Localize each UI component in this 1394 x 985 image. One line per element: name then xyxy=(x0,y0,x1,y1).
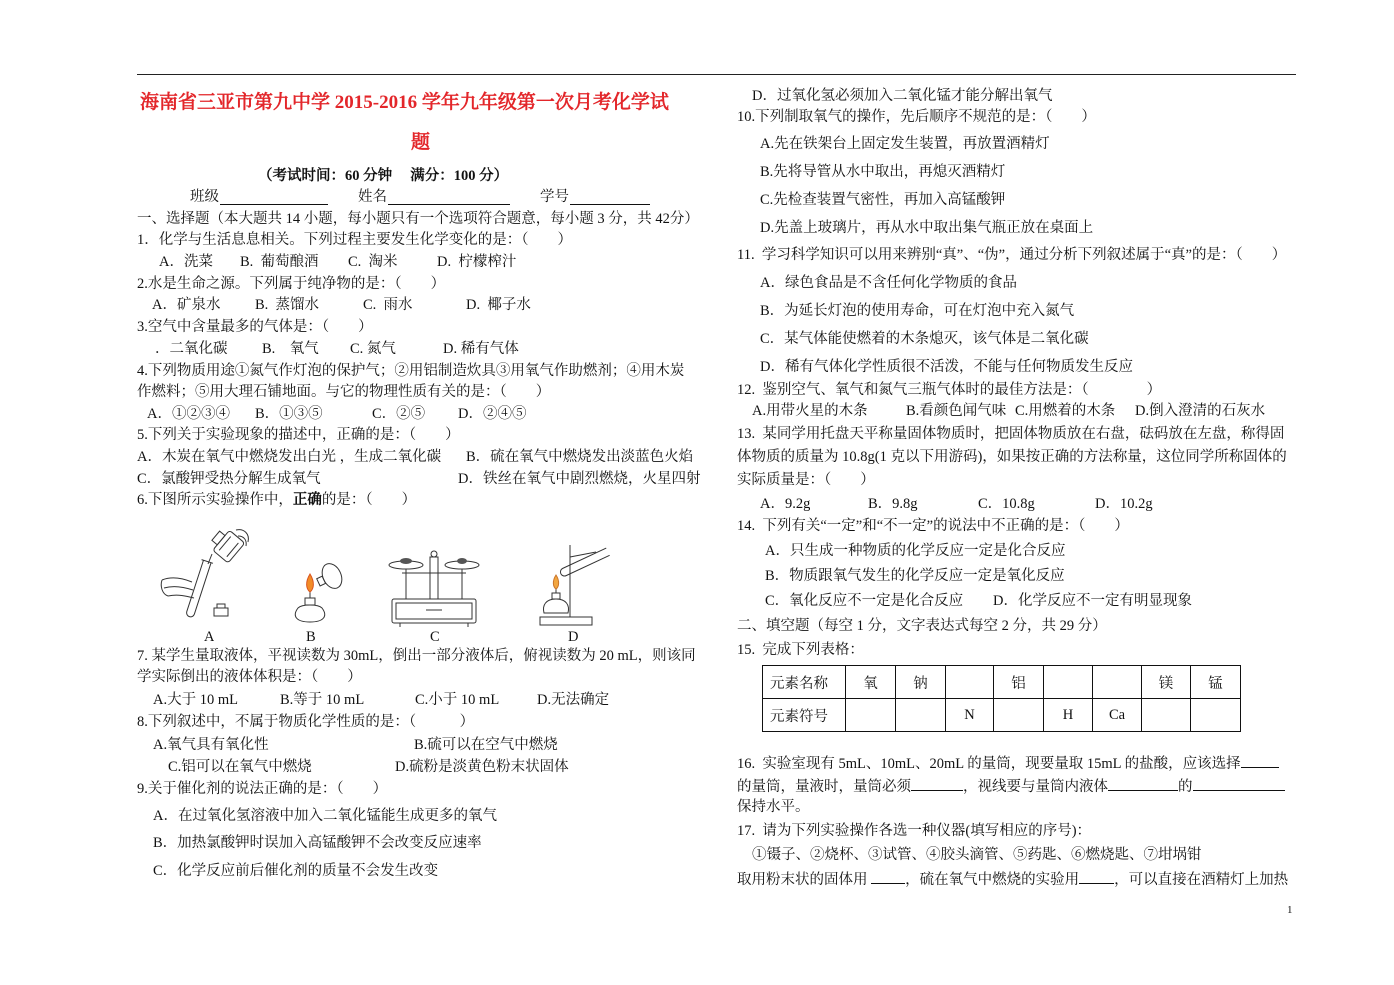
question-3-option-c: C. 氮气 xyxy=(350,341,396,357)
element-table xyxy=(762,665,1241,732)
bottle-stopper-icon xyxy=(214,604,228,616)
question-7-option-a: A.大于 10 mL xyxy=(153,692,238,708)
sample-icon xyxy=(400,558,412,564)
question-5-option-d: D．铁丝在氧气中剧烈燃烧，火星四射 xyxy=(458,471,701,487)
table-cell: H xyxy=(1044,699,1093,732)
test-tube-dropper-illustration xyxy=(158,524,253,624)
question-16-line1-text: 16. 实验室现有 5mL、10mL、20mL 的量筒，现要量取 15mL 的盐酸，应该选择 xyxy=(737,756,1241,771)
answer-blank xyxy=(871,869,905,884)
alcohol-lamp-icon xyxy=(544,589,569,613)
question-5-option-a: A．木炭在氧气中燃烧发出白光 ，生成二氧化碳 xyxy=(137,449,442,465)
table-cell: 元素符号 xyxy=(763,699,846,732)
question-11-option-a: A．绿色食品是不含任何化学物质的食品 xyxy=(760,275,1017,291)
question-17-line3-text-b: ，硫在氧气中燃烧的实验用 xyxy=(905,872,1080,887)
table-cell xyxy=(1142,699,1191,732)
table-row-element-symbol xyxy=(763,699,1241,732)
table-cell xyxy=(1093,666,1142,699)
question-8-option-a: A.氧气具有氧化性 xyxy=(153,737,269,753)
question-5-option-b: B．硫在氧气中燃烧发出淡蓝色火焰 xyxy=(466,449,694,465)
question-10-option-a: A.先在铁架台上固定发生装置，再放置酒精灯 xyxy=(760,136,1050,152)
question-6-stem-post: 的是：（ ） xyxy=(321,492,417,508)
question-16-line2-text-b: ，视线要与量筒内液体 xyxy=(963,779,1108,794)
page-title-line1: 海南省三亚市第九中学 2015-2016 学年九年级第一次月考化学试 xyxy=(140,92,669,113)
question-9-stem: 9.关于催化剂的说法正确的是：（ ） xyxy=(137,781,388,797)
question-17-line3-text-a: 取用粉末状的固体用 xyxy=(737,872,872,887)
question-12-option-c: C.用燃着的木条 xyxy=(1015,403,1116,419)
question-16-line1 xyxy=(737,753,1337,771)
question-1-option-b: B. 葡萄酿酒 xyxy=(240,254,319,270)
question-10-option-b: B.先将导管从水中取出，再熄灭酒精灯 xyxy=(760,164,1006,180)
question-11-option-d: D．稀有气体化学性质很不活泼，不能与任何物质发生反应 xyxy=(760,359,1133,375)
question-7-stem-line1: 7. 某学生量取液体，平视读数为 30mL，倒出一部分液体后，俯视读数为 20 mL，则该同 xyxy=(137,648,696,664)
table-cell: Ca xyxy=(1093,699,1142,732)
question-4-stem-line2: 作燃料；⑤用大理石铺地面。与它的物理性质有关的是：（ ） xyxy=(137,384,551,400)
question-11-stem: 11. 学习科学知识可以用来辨别“真”、“伪”，通过分析下列叙述属于“真”的是：（ ） xyxy=(737,247,1287,263)
answer-blank xyxy=(1193,776,1285,791)
table-cell: 钠 xyxy=(896,666,946,699)
page-title-line2: 题 xyxy=(411,132,431,153)
question-9-option-a: A．在过氧化氢溶液中加入二氧化锰能生成更多的氧气 xyxy=(153,808,497,824)
question-2-option-d: D. 椰子水 xyxy=(466,297,531,313)
question-3-option-a: ．二氧化碳 xyxy=(155,341,228,357)
question-8-option-b: B.硫可以在空气中燃烧 xyxy=(414,737,558,753)
question-16-line2-text-a: 的量筒，量液时，量筒必须 xyxy=(737,779,911,794)
question-13-stem-line1: 13. 某同学用托盘天平称量固体物质时，把固体物质放在右盘，砝码放在左盘，称得固 xyxy=(737,426,1285,442)
question-8-stem: 8.下列叙述中，不属于物质化学性质的是：（ ） xyxy=(137,714,475,730)
section1-heading: 一、选择题（本大题共 14 小题，每小题只有一个选项符合题意，每小题 3 分，共 42分） xyxy=(137,211,699,227)
question-4-stem-line1: 4.下列物质用途①氮气作灯泡的保护气；②用铝制造炊具③用氧气作助燃剂；④用木炭 xyxy=(137,363,685,379)
question-13-option-a: A．9.2g xyxy=(760,496,811,512)
question-1-option-c: C. 淘米 xyxy=(348,254,398,270)
figure-label-b: B xyxy=(306,629,316,645)
question-8-option-c: C.铝可以在氧气中燃烧 xyxy=(168,759,312,775)
exam-info: （考试时间：60 分钟 满分：100 分） xyxy=(258,168,509,184)
table-cell: 氧 xyxy=(846,666,896,699)
section2-heading: 二、填空题（每空 1 分，文字表达式每空 2 分，共 29 分） xyxy=(737,618,1107,634)
question-16-line2 xyxy=(737,776,1337,794)
question-16-line3: 保持水平。 xyxy=(737,799,810,815)
name-blank xyxy=(388,203,510,205)
answer-blank xyxy=(1079,869,1114,884)
question-6-stem-bold: 正确 xyxy=(292,492,322,508)
question-11-option-b: B．为延长灯泡的使用寿命，可在灯泡中充入氮气 xyxy=(760,303,1075,319)
question-7-option-c: C.小于 10 mL xyxy=(415,692,500,708)
question-6-stem-pre: 6.下图所示实验操作中， xyxy=(137,492,293,508)
hand-icon xyxy=(161,578,194,598)
table-cell xyxy=(1044,666,1093,699)
question-2-option-a: A．矿泉水 xyxy=(152,297,221,313)
figure-label-d: D xyxy=(568,629,579,645)
question-7-option-d: D.无法确定 xyxy=(537,692,610,708)
question-1-stem: 1．化学与生活息息相关。下列过程主要发生化学变化的是：（ ） xyxy=(137,232,572,248)
table-cell xyxy=(896,699,946,732)
table-cell xyxy=(946,666,994,699)
question-4-option-a: A．①②③④ xyxy=(147,406,230,422)
question-17-line3-text-c: ，可以直接在酒精灯上加热 xyxy=(1114,872,1289,887)
table-row-element-name xyxy=(763,666,1241,699)
page-number: 1 xyxy=(1287,904,1293,916)
question-14-option-a: A．只生成一种物质的化学反应一定是化合反应 xyxy=(765,543,1066,559)
alcohol-lamp-icon xyxy=(295,592,324,622)
iron-stand-heating-illustration xyxy=(536,543,618,629)
reagent-bottle-icon xyxy=(207,526,244,563)
question-10-stem: 10.下列制取氧气的操作，先后顺序不规范的是：（ ） xyxy=(737,109,1096,125)
question-14-option-d: D．化学反应不一定有明显现象 xyxy=(993,593,1192,609)
question-5-stem: 5.下列关于实验现象的描述中，正确的是：（ ） xyxy=(137,427,460,443)
question-12-option-a: A.用带火星的木条 xyxy=(752,403,868,419)
question-17-line1: 17. 请为下列实验操作各选一种仪器(填写相应的序号)： xyxy=(737,823,1092,839)
flame-icon xyxy=(307,574,314,592)
answer-blank xyxy=(1108,776,1178,791)
table-cell xyxy=(846,699,896,732)
question-13-option-d: D．10.2g xyxy=(1095,496,1153,512)
question-13-stem-line2: 体物质的质量为 10.8g(1 克以下用游码)，如果按正确的方法称量，这位同学所称固体的 xyxy=(737,449,1287,465)
question-2-stem: 2.水是生命之源。下列属于纯净物的是：（ ） xyxy=(137,276,446,292)
question-9-option-c: C．化学反应前后催化剂的质量不会发生改变 xyxy=(153,863,439,879)
class-label: 班级 xyxy=(190,189,219,205)
figure-label-c: C xyxy=(430,629,440,645)
table-cell: 镁 xyxy=(1142,666,1191,699)
question-8-option-d: D.硫粉是淡黄色粉末状固体 xyxy=(395,759,569,775)
question-1-option-a: A．洗菜 xyxy=(159,254,213,270)
header-rule xyxy=(137,74,1296,75)
question-9-option-d: D．过氧化氢必须加入二氧化锰才能分解出氧气 xyxy=(752,88,1053,104)
table-cell: 锰 xyxy=(1191,666,1241,699)
answer-blank xyxy=(1241,753,1279,768)
answer-blank xyxy=(911,776,963,791)
question-4-option-c: C．②⑤ xyxy=(372,406,426,422)
question-4-option-d: D．②④⑤ xyxy=(458,406,527,422)
tilted-alcohol-lamp-icon xyxy=(313,560,346,594)
question-17-instrument-list: ①镊子、②烧杯、③试管、④胶头滴管、⑤药匙、⑥燃烧匙、⑦坩埚钳 xyxy=(752,847,1202,863)
question-5-option-c: C．氯酸钾受热分解生成氧气 xyxy=(137,471,321,487)
question-10-option-d: D.先盖上玻璃片，再从水中取出集气瓶正放在桌面上 xyxy=(760,220,1094,236)
figure-label-a: A xyxy=(204,629,215,645)
question-3-stem: 3.空气中含量最多的气体是：（ ） xyxy=(137,319,373,335)
test-tube-icon xyxy=(184,560,213,619)
table-cell: 元素名称 xyxy=(763,666,846,699)
table-cell xyxy=(994,699,1044,732)
question-4-option-b: B．①③⑤ xyxy=(255,406,323,422)
question-3-option-d: D. 稀有气体 xyxy=(443,341,519,357)
question-15-stem: 15. 完成下列表格： xyxy=(737,642,864,658)
question-10-option-c: C.先检查装置气密性，再加入高锰酸钾 xyxy=(760,192,1006,208)
question-2-option-c: C. 雨水 xyxy=(363,297,413,313)
weight-icon xyxy=(457,558,467,564)
question-14-stem: 14. 下列有关“一定”和“不一定”的说法中不正确的是：（ ） xyxy=(737,518,1129,534)
balance-scale-illustration xyxy=(386,543,482,629)
test-tube-icon xyxy=(559,548,610,577)
question-12-option-d: D.倒入澄清的石灰水 xyxy=(1135,403,1266,419)
table-cell: 铝 xyxy=(994,666,1044,699)
student-id-blank xyxy=(570,203,650,205)
question-12-option-b: B.看颜色闻气味 xyxy=(906,403,1007,419)
question-2-option-b: B. 蒸馏水 xyxy=(255,297,320,313)
table-cell xyxy=(1191,699,1241,732)
question-3-option-b: B. 氧气 xyxy=(262,341,319,357)
question-14-option-c: C．氧化反应不一定是化合反应 xyxy=(765,593,964,609)
question-9-option-b: B．加热氯酸钾时误加入高锰酸钾不会改变反应速率 xyxy=(153,835,482,851)
student-id-label: 学号 xyxy=(540,189,569,205)
question-14-option-b: B．物质跟氧气发生的化学反应一定是氧化反应 xyxy=(765,568,1065,584)
question-13-option-c: C．10.8g xyxy=(978,496,1035,512)
alcohol-lamp-lighting-illustration xyxy=(288,558,350,624)
flame-icon xyxy=(553,575,558,589)
question-6-stem xyxy=(137,491,707,509)
question-1-option-d: D. 柠檬榨汁 xyxy=(437,254,517,270)
question-7-option-b: B.等于 10 mL xyxy=(280,692,365,708)
question-11-option-c: C．某气体能使燃着的木条熄灭，该气体是二氧化碳 xyxy=(760,331,1089,347)
question-12-stem: 12. 鉴别空气、氧气和氮气三瓶气体时的最佳方法是：（ ） xyxy=(737,382,1162,398)
question-13-option-b: B．9.8g xyxy=(868,496,918,512)
question-7-stem-line2: 学实际倒出的液体体积是：（ ） xyxy=(137,669,362,685)
question-17-line3 xyxy=(737,869,1337,887)
class-blank xyxy=(220,203,328,205)
question-13-stem-line3: 实际质量是：（ ） xyxy=(737,472,875,488)
question-16-line2-text-c: 的 xyxy=(1178,779,1193,794)
table-cell: N xyxy=(946,699,994,732)
name-label: 姓名 xyxy=(358,189,387,205)
